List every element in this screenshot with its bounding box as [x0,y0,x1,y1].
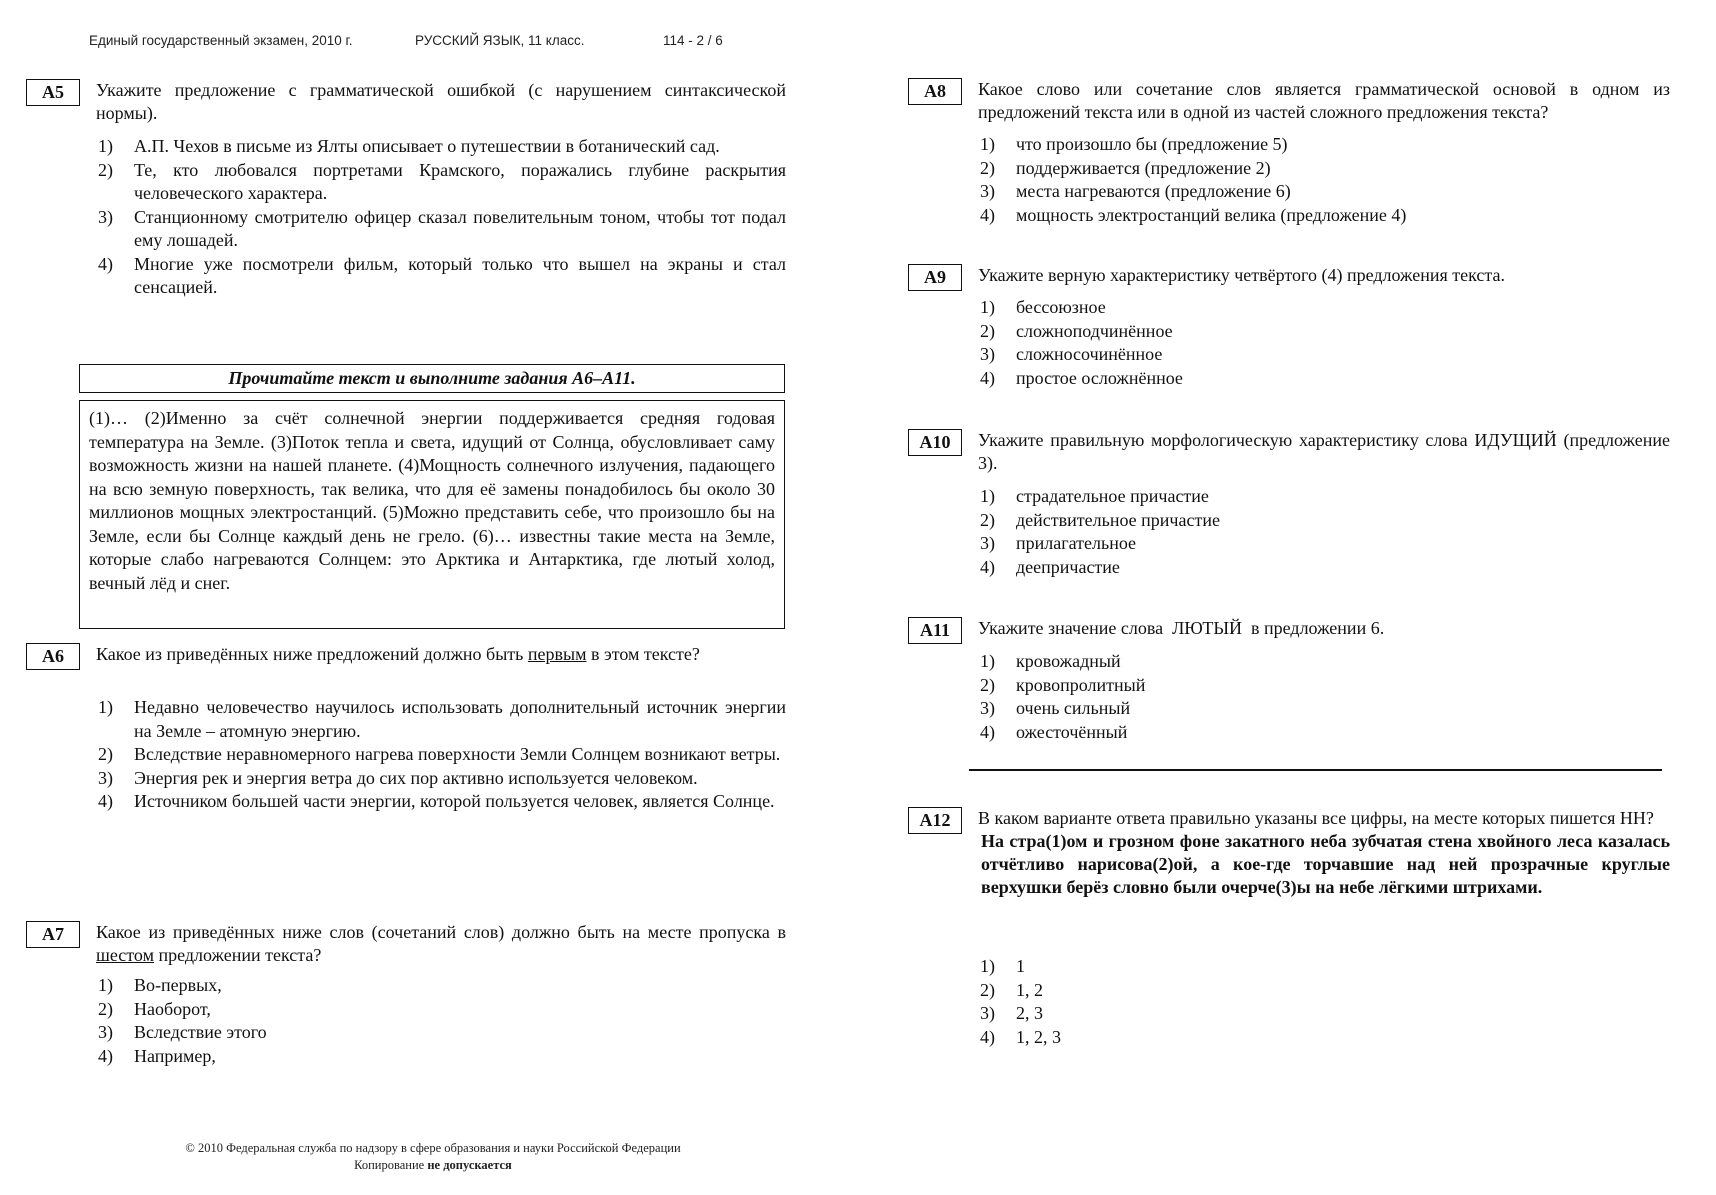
options-list [98,135,786,300]
task-label: А10 [908,429,962,456]
option[interactable]: 4) простое осложнённое [980,367,1183,388]
task-question: Укажите значение слова ЛЮТЫЙ в предложении 6. [978,618,1385,638]
task-label: А6 [26,643,80,670]
footer-copyright: © 2010 Федеральная служба по надзору в сфере образования и науки Российской Федерации [185,1141,681,1155]
option[interactable]: 2) Наоборот, [98,998,211,1019]
option[interactable]: 2) 1, 2 [980,979,1043,1000]
task-question: Укажите правильную морфологическую характеристику слова ИДУЩИЙ (предложение 3). [978,430,1670,473]
option[interactable]: 3) сложносочинённое [980,344,1163,364]
task-label: А11 [908,617,962,644]
option[interactable]: 4) 1, 2, 3 [980,1026,1061,1047]
option[interactable]: 3) Вследствие этого [98,1022,267,1042]
underlined-word: первым [527,644,587,664]
option[interactable]: 1) А.П. Чехов в письме из Ялты описывает о путешествии в ботанический сад. [98,136,720,156]
right-column [908,0,1670,1195]
option[interactable]: 2) сложноподчинённое [980,320,1173,341]
options-list [98,974,786,1068]
task-question: Какое слово или сочетание слов является грамматической основой в одном из предложений текста или в одной из частей сложного предложения текста? [978,79,1670,122]
option[interactable]: 2) Те, кто любовался портретами Крамского, поражались глубине раскрытия человеческого характера. [98,159,786,203]
task-question: В каком варианте ответа правильно указаны все цифры, на месте которых пишется НН? На стра(1)ом и грозном фоне закатного неба зубчатая стена хвойного леса казалась отчётливо нарисова(2)ой, а кое-где торчавшие над ней прозрачные круглые верхушки берёз словно были очерче(3)ы на небе лёгкими штрихами. [978,808,1670,897]
options-list [980,485,1670,579]
option[interactable]: 1) бессоюзное [980,297,1106,317]
option[interactable]: 1) Недавно человечество научилось использовать дополнительный источник энергии на Земле – атомную энергию. [98,697,786,741]
option[interactable]: 4) мощность электростанций велика (предложение 4) [980,204,1407,225]
section-divider [969,769,1662,771]
page-number: 114 - 2 / 6 [663,33,723,48]
task-label: А5 [26,79,80,106]
task-sentence: На стра(1)ом и грозном фоне закатного неба зубчатая стена хвойного леса казалась отчётливо нарисова(2)ой, а кое-где торчавшие над ней прозрачные круглые верхушки берёз словно были очерче(3)ы на небе лёгкими штрихами. [981,831,1670,897]
option[interactable]: 1) 1 [980,956,1025,976]
option[interactable]: 4) Например, [98,1045,216,1066]
task-label: А8 [908,78,962,105]
reading-text: (1)… (2)Именно за счёт солнечной энергии поддерживается средняя годовая температура на Земле. (3)Поток тепла и света, идущий от Солнца, обусловливает саму возможность жизни на нашей планете. (4)Мощность солнечного излучения, падающего на всю земную поверхность, так велика, что для её замены понадобилось бы около 30 миллионов мощных электростанций. (5)Можно представить себе, что произошло бы на Земле, если бы Солнце каждый день не грело. (6)… известны такие места на Земле, которые слабо нагреваются Солнцем: это Арктика и Антарктика, где лютый холод, вечный лёд и снег. [79,400,785,629]
option[interactable]: 2) действительное причастие [980,509,1220,530]
option[interactable]: 2) Вследствие неравномерного нагрева поверхности Земли Солнцем возникают ветры. [98,744,781,764]
option[interactable]: 4) ожесточённый [980,721,1128,742]
option[interactable]: 4) деепричастие [980,556,1120,577]
task-question: Укажите верную характеристику четвёртого (4) предложения текста. [978,265,1505,285]
footer-copy-notice: Копирование не допускается [354,1158,512,1172]
task-question: Какое из приведённых ниже слов (сочетаний слов) должно быть на месте пропуска в шестом предложении текста? [96,922,786,965]
task-label: А12 [908,807,962,834]
options-list [980,296,1670,390]
option[interactable]: 3) Энергия рек и энергия ветра до сих пор активно используется человеком. [98,767,698,788]
left-column [26,0,786,1195]
option[interactable]: 3) 2, 3 [980,1003,1043,1023]
options-list [98,696,786,814]
option[interactable]: 3) Станционному смотрителю офицер сказал повелительным тоном, чтобы тот подал ему лошадей. [98,206,786,250]
option[interactable]: 1) страдательное причастие [980,486,1209,506]
options-list [980,133,1670,227]
page-footer [0,1140,866,1174]
task-label: А9 [908,264,962,291]
option[interactable]: 4) Источником большей части энергии, которой пользуется человек, является Солнце. [98,791,775,811]
subject-title: РУССКИЙ ЯЗЫК, 11 класс. [415,33,585,48]
option[interactable]: 1) что произошло бы (предложение 5) [980,134,1288,154]
task-label: А7 [26,921,80,948]
exam-title: Единый государственный экзамен, 2010 г. [89,33,353,48]
option[interactable]: 1) кровожадный [980,651,1121,671]
option[interactable]: 3) места нагреваются (предложение 6) [980,181,1291,201]
task-question: Укажите предложение с грамматической ошибкой (с нарушением синтаксической нормы). [96,80,786,123]
options-list [980,650,1670,744]
option[interactable]: 3) очень сильный [980,698,1131,718]
option[interactable]: 4) Многие уже посмотрели фильм, который только что вышел на экраны и стал сенсацией. [98,253,786,297]
underlined-word: шестом [96,945,154,965]
reading-instruction: Прочитайте текст и выполните задания А6–А11. [79,364,785,393]
option[interactable]: 2) кровопролитный [980,674,1146,695]
options-list [980,955,1670,1049]
option[interactable]: 1) Во-первых, [98,975,222,995]
option[interactable]: 2) поддерживается (предложение 2) [980,157,1271,178]
option[interactable]: 3) прилагательное [980,533,1137,553]
task-question: Какое из приведённых ниже предложений должно быть первым в этом тексте? [96,644,700,664]
